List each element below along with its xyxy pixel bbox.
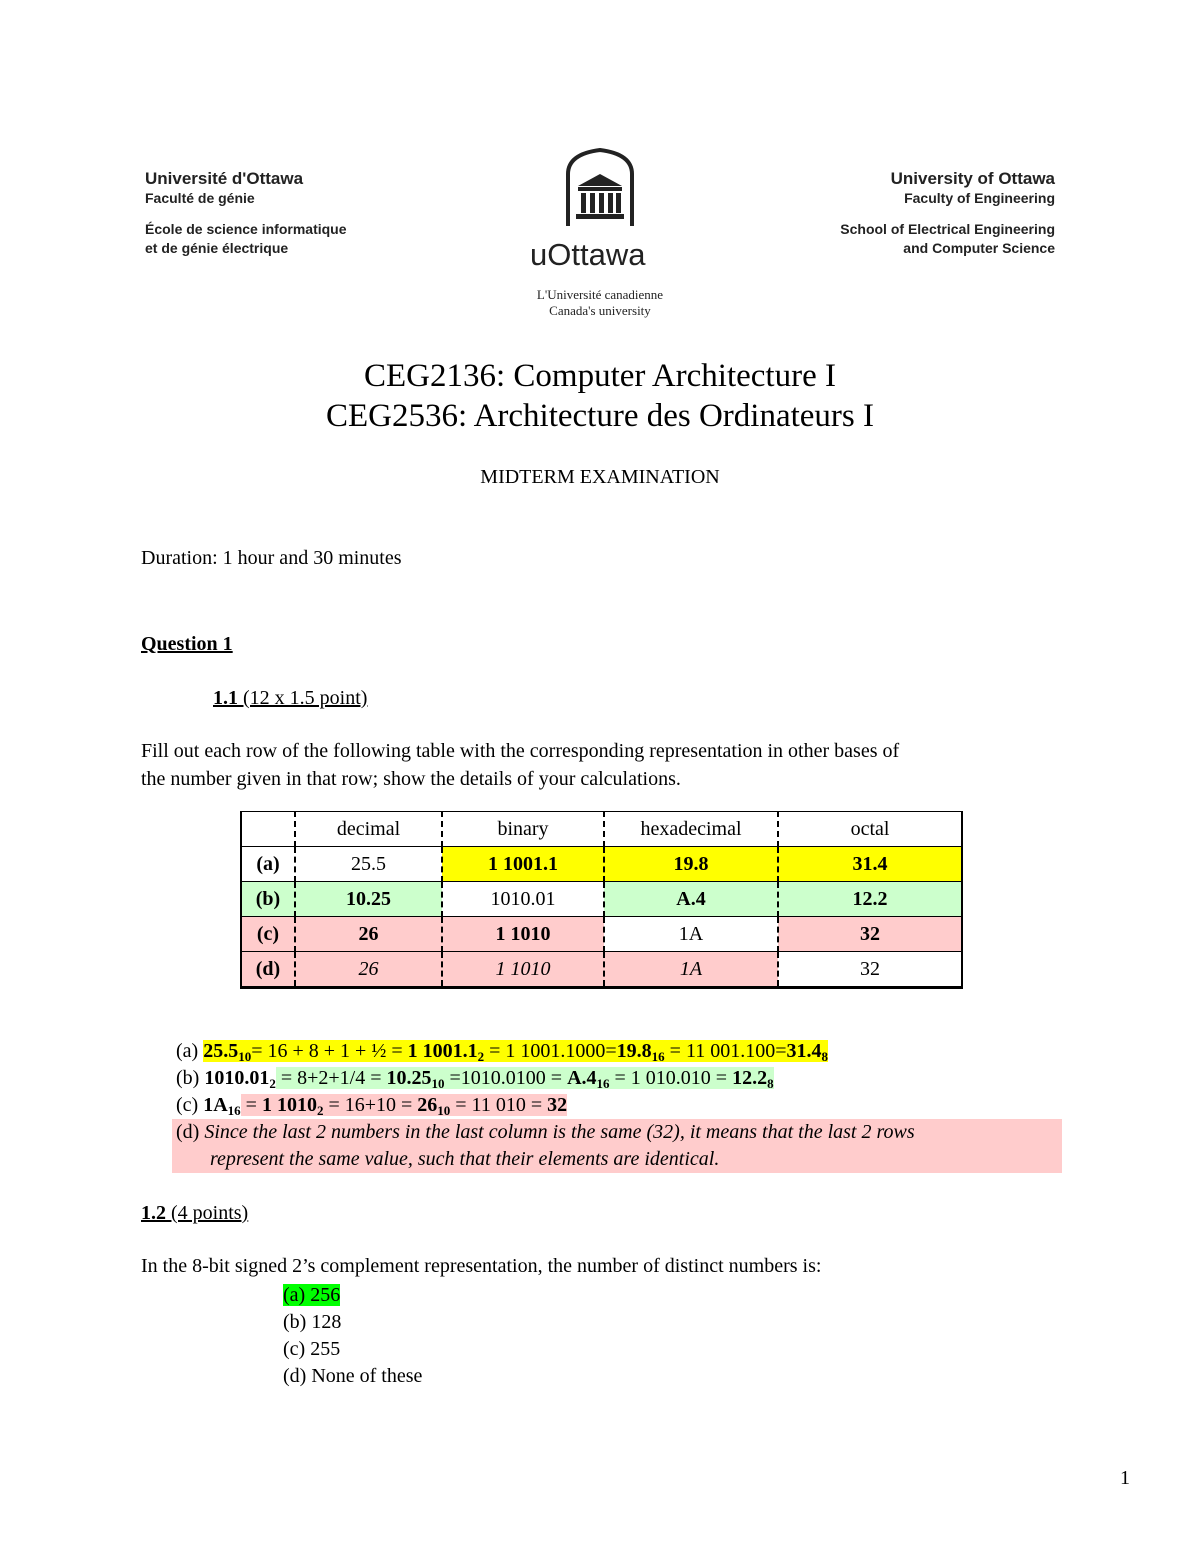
solution-d-line1-wrap <box>172 1119 1062 1146</box>
page-number: 1 <box>1120 1467 1130 1489</box>
header-right-block <box>840 169 1055 258</box>
table-cell: 1A <box>604 952 778 988</box>
solution-c-label: (c) <box>176 1094 199 1116</box>
table-cell: 26 <box>295 917 442 952</box>
logo-tagline <box>520 287 680 319</box>
school-en-line1: School of Electrical Engineering <box>840 221 1055 237</box>
part-1-2-number: 1.2 <box>141 1202 166 1224</box>
sol-c-mid: = 11 010 = <box>450 1094 548 1116</box>
solution-a <box>176 1038 828 1065</box>
sol-c-n2: 1 1010 <box>261 1094 317 1116</box>
table-row-label: (c) <box>241 917 295 952</box>
sol-a-s4: 8 <box>821 1049 828 1064</box>
sol-a-mid: = 1 1001.1000= <box>484 1040 617 1062</box>
duration: Duration: 1 hour and 30 minutes <box>141 547 402 569</box>
table-cell: 32 <box>778 952 962 988</box>
sol-b-calc: = 8+2+1/4 = <box>275 1067 387 1089</box>
solution-a-label: (a) <box>176 1040 199 1062</box>
option-d: (d) None of these <box>283 1365 423 1387</box>
instruction-line2: the number given in that row; show the details of your calculations. <box>141 768 681 790</box>
univ-name-fr: Université d'Ottawa <box>145 169 304 188</box>
conversion-table <box>240 811 963 989</box>
solution-d-line2: represent the same value, such that their elements are identical. <box>210 1148 720 1170</box>
faculty-en: Faculty of Engineering <box>904 190 1055 206</box>
table-cell: 1A <box>604 917 778 952</box>
university-building-icon <box>560 148 640 228</box>
school-fr-line1: École de science informatique <box>145 221 347 237</box>
table-cell: 19.8 <box>604 847 778 882</box>
univ-name-en: University of Ottawa <box>890 169 1055 188</box>
sol-b-mid: =1010.0100 = <box>444 1067 568 1089</box>
sol-b-n2: 10.25 <box>386 1067 432 1089</box>
sol-a-n1: 25.5 <box>203 1040 239 1062</box>
table-cell: 26 <box>295 952 442 988</box>
table-cell: 32 <box>778 917 962 952</box>
table-row <box>241 952 962 988</box>
instruction-line1: Fill out each row of the following table with the corresponding representation in other bases of <box>141 740 900 762</box>
table-row-label: (a) <box>241 847 295 882</box>
exam-type: MIDTERM EXAMINATION <box>480 466 720 488</box>
table-header-row <box>241 812 962 847</box>
part-1-2-question: In the 8-bit signed 2’s complement representation, the number of distinct numbers is: <box>141 1255 822 1277</box>
table-header-cell <box>241 812 295 847</box>
solution-b-label: (b) <box>176 1067 200 1089</box>
table-row <box>241 882 962 917</box>
table-cell: 1 1010 <box>442 917 604 952</box>
table-cell: 25.5 <box>295 847 442 882</box>
part-1-1-number: 1.1 <box>213 687 238 709</box>
sol-c-eq: = <box>240 1094 262 1116</box>
sol-b-n1: 1010.01 <box>204 1067 270 1089</box>
sol-b-s4: 8 <box>767 1076 774 1091</box>
sol-b-n4: 12.2 <box>732 1067 768 1089</box>
part-1-2-options <box>283 1282 422 1390</box>
solution-d-box <box>172 1119 1062 1173</box>
sol-a-calc: = 16 + 8 + 1 + ½ = <box>251 1040 408 1062</box>
logo-tagline-fr: L'Université canadienne <box>536 287 664 302</box>
sol-b-mid2: = 1 010.010 = <box>609 1067 733 1089</box>
header-left-block <box>145 169 347 258</box>
sol-c-calc: = 16+10 = <box>323 1094 418 1116</box>
table-row <box>241 847 962 882</box>
sol-c-s1: 16 <box>227 1103 241 1118</box>
sol-a-n4: 31.4 <box>786 1040 822 1062</box>
solution-d-line1: Since the last 2 numbers in the last column is the same (32), it means that the last 2 rows <box>204 1121 915 1143</box>
table-cell: 1010.01 <box>442 882 604 917</box>
sol-a-s1: 10 <box>238 1049 252 1064</box>
table-header-cell: binary <box>442 812 604 847</box>
sol-a-n3: 19.8 <box>616 1040 652 1062</box>
option-c: (c) 255 <box>283 1338 341 1360</box>
sol-a-s2: 2 <box>477 1049 485 1064</box>
faculty-fr: Faculté de génie <box>145 190 255 206</box>
part-1-2-points: (4 points) <box>171 1202 249 1224</box>
option-a-correct: (a) 256 <box>283 1284 341 1306</box>
table-header-cell: octal <box>778 812 962 847</box>
part-1-2-heading <box>141 1202 248 1225</box>
school-en-line2: and Computer Science <box>903 240 1055 256</box>
sol-c-n3: 26 <box>417 1094 438 1116</box>
table-cell: 12.2 <box>778 882 962 917</box>
solution-d-label: (d) <box>176 1121 200 1143</box>
part-1-1-points: (12 x 1.5 point) <box>243 687 368 709</box>
course-title-fr: CEG2536: Architecture des Ordinateurs I <box>325 398 874 434</box>
sol-c-s2: 2 <box>316 1103 324 1118</box>
table-row-label: (d) <box>241 952 295 988</box>
sol-b-s2: 10 <box>431 1076 445 1091</box>
table-cell: 10.25 <box>295 882 442 917</box>
table-cell: 1 1001.1 <box>442 847 604 882</box>
sol-c-n1: 1A <box>203 1094 228 1116</box>
solution-c <box>176 1092 567 1119</box>
table-cell: A.4 <box>604 882 778 917</box>
school-fr-line2: et de génie électrique <box>145 240 289 256</box>
university-logo <box>560 148 640 228</box>
sol-b-s1: 2 <box>269 1076 276 1091</box>
table-cell: 1 1010 <box>442 952 604 988</box>
sol-a-s3: 16 <box>651 1049 665 1064</box>
table-cell: 31.4 <box>778 847 962 882</box>
table-header-cell: hexadecimal <box>604 812 778 847</box>
solution-b <box>176 1065 774 1092</box>
option-b: (b) 128 <box>283 1311 342 1333</box>
sol-a-mid2: = 11 001.100= <box>664 1040 787 1062</box>
part-1-1-heading <box>213 687 367 710</box>
sol-c-s3: 10 <box>437 1103 451 1118</box>
course-title-en: CEG2136: Computer Architecture I <box>364 358 836 394</box>
table-header-cell: decimal <box>295 812 442 847</box>
table-row <box>241 917 962 952</box>
sol-c-n4: 32 <box>547 1094 568 1116</box>
sol-b-s3: 16 <box>596 1076 610 1091</box>
logo-wordmark: uOttawa <box>530 237 646 272</box>
sol-a-n2: 1 1001.1 <box>407 1040 478 1062</box>
logo-tagline-en: Canada's university <box>549 303 651 318</box>
sol-b-n3: A.4 <box>567 1067 597 1089</box>
table-row-label: (b) <box>241 882 295 917</box>
question-1-heading: Question 1 <box>141 633 233 655</box>
